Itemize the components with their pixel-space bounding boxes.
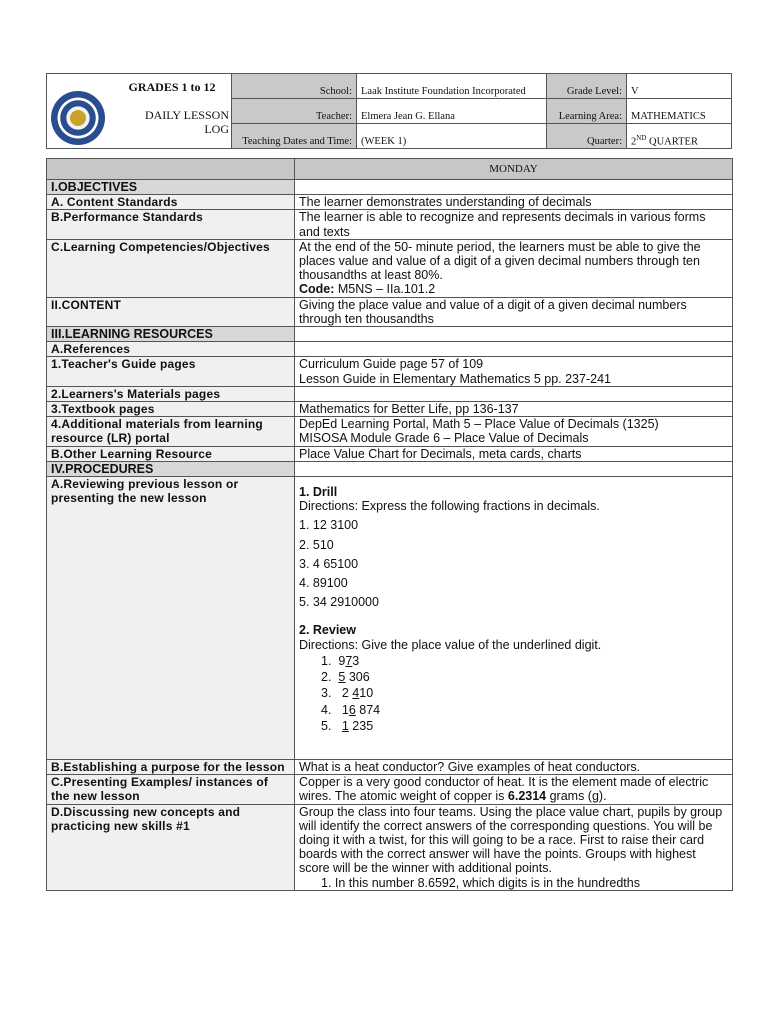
dates-label: Teaching Dates and Time: <box>232 124 357 149</box>
deped-seal-icon <box>51 91 105 145</box>
lr-portal-label: 4.Additional materials from learning resource (LR) portal <box>47 417 295 446</box>
teacher-label: Teacher: <box>232 99 357 124</box>
drill-item: 4. 89100 <box>299 576 348 591</box>
review-item: 4. 16 874 <box>321 702 381 717</box>
review-list <box>299 654 728 733</box>
content-text: Giving the place value and value of a digit of a given decimal numbers through ten thousandths <box>295 297 733 326</box>
purpose-text: What is a heat conductor? Give examples of heat conductors. <box>295 759 733 774</box>
competencies-label: C.Learning Competencies/Objectives <box>47 239 295 297</box>
school-value: Laak Institute Foundation Incorporated <box>357 74 547 99</box>
references-label: A.References <box>47 342 295 357</box>
purpose-label: B.Establishing a purpose for the lesson <box>47 759 295 774</box>
drill-item: 1. 12 3100 <box>299 518 359 533</box>
other-resource-text: Place Value Chart for Decimals, meta cards, charts <box>295 446 733 461</box>
performance-standards-label: B.Performance Standards <box>47 210 295 239</box>
area-value: MATHEMATICS <box>627 99 732 124</box>
review-item: 5. 1 235 <box>321 718 374 733</box>
header-brand <box>47 74 232 149</box>
review-item: 1. 973 <box>321 653 360 668</box>
textbook-label: 3.Textbook pages <box>47 402 295 417</box>
grade-value: V <box>627 74 732 99</box>
quarter-value: 2ND QUARTER <box>627 124 732 149</box>
drill-title: 1. Drill <box>299 485 338 500</box>
lesson-table <box>46 158 733 891</box>
discussing-text: Group the class into four teams. Using the place value chart, pupils by group will identify the correct answers of the corresponding questions. You will be doing it with a twist, for this will going to be a race. First to raise their card boards with the correct answer will have the points. Groups with highest score will be the winner with additional points. 1. In this number 8.6592, which digits is in the hundredths <box>295 804 733 890</box>
review-directions: Directions: Give the place value of the underlined digit. <box>299 637 602 652</box>
corner-cell <box>47 159 295 180</box>
procedures-heading: IV.PROCEDURES <box>47 461 295 476</box>
content-standards-label: A. Content Standards <box>47 195 295 210</box>
quarter-label: Quarter: <box>547 124 627 149</box>
reviewing-text <box>295 477 733 760</box>
school-label: School: <box>232 74 357 99</box>
drill-item: 2. 510 <box>299 537 334 552</box>
grade-label: Grade Level: <box>547 74 627 99</box>
drill-item: 3. 4 65100 <box>299 556 359 571</box>
examples-label: C.Presenting Examples/ instances of the new lesson <box>47 775 295 804</box>
content-standards-text: The learner demonstrates understanding of decimals <box>295 195 733 210</box>
lr-portal-text: DepEd Learning Portal, Math 5 – Place Value of Decimals (1325) MISOSA Module Grade 6 – Place Value of Decimals <box>295 417 733 446</box>
discussing-label: D.Discussing new concepts and practicing new skills #1 <box>47 804 295 890</box>
content-label: II.CONTENT <box>47 297 295 326</box>
teachers-guide-text: Curriculum Guide page 57 of 109 Lesson Guide in Elementary Mathematics 5 pp. 237-241 <box>295 357 733 386</box>
dates-value: (WEEK 1) <box>357 124 547 149</box>
review-title: 2. Review <box>299 623 356 638</box>
examples-text: Copper is a very good conductor of heat. It is the element made of electric wires. The atomic weight of copper is 6.2314 grams (g). <box>295 775 733 804</box>
grades-title: GRADES 1 to 12 <box>128 80 216 94</box>
day-header: MONDAY <box>295 159 733 180</box>
teacher-value: Elmera Jean G. Ellana <box>357 99 547 124</box>
drill-directions: Directions: Express the following fractions in decimals. <box>299 499 600 514</box>
learners-materials-label: 2.Learners's Materials pages <box>47 386 295 401</box>
reviewing-label: A.Reviewing previous lesson or presenting the new lesson <box>47 477 295 760</box>
drill-item: 5. 34 2910000 <box>299 595 379 610</box>
dll-title: DAILY LESSON LOG <box>144 108 229 136</box>
other-resource-label: B.Other Learning Resource <box>47 446 295 461</box>
review-item: 2. 5 306 <box>321 670 370 685</box>
objectives-heading: I.OBJECTIVES <box>47 180 295 195</box>
header-table <box>46 73 732 149</box>
area-label: Learning Area: <box>547 99 627 124</box>
resources-heading: III.LEARNING RESOURCES <box>47 327 295 342</box>
competencies-text: At the end of the 50- minute period, the learners must be able to give the places value and value of a digit of a given decimal numbers through ten thousandths at least 80%. Code: M5NS – IIa.101.2 <box>295 239 733 297</box>
textbook-text: Mathematics for Better Life, pp 136-137 <box>295 402 733 417</box>
teachers-guide-label: 1.Teacher's Guide pages <box>47 357 295 386</box>
review-item: 3. 2 410 <box>321 686 374 701</box>
performance-standards-text: The learner is able to recognize and represents decimals in various forms and texts <box>295 210 733 239</box>
